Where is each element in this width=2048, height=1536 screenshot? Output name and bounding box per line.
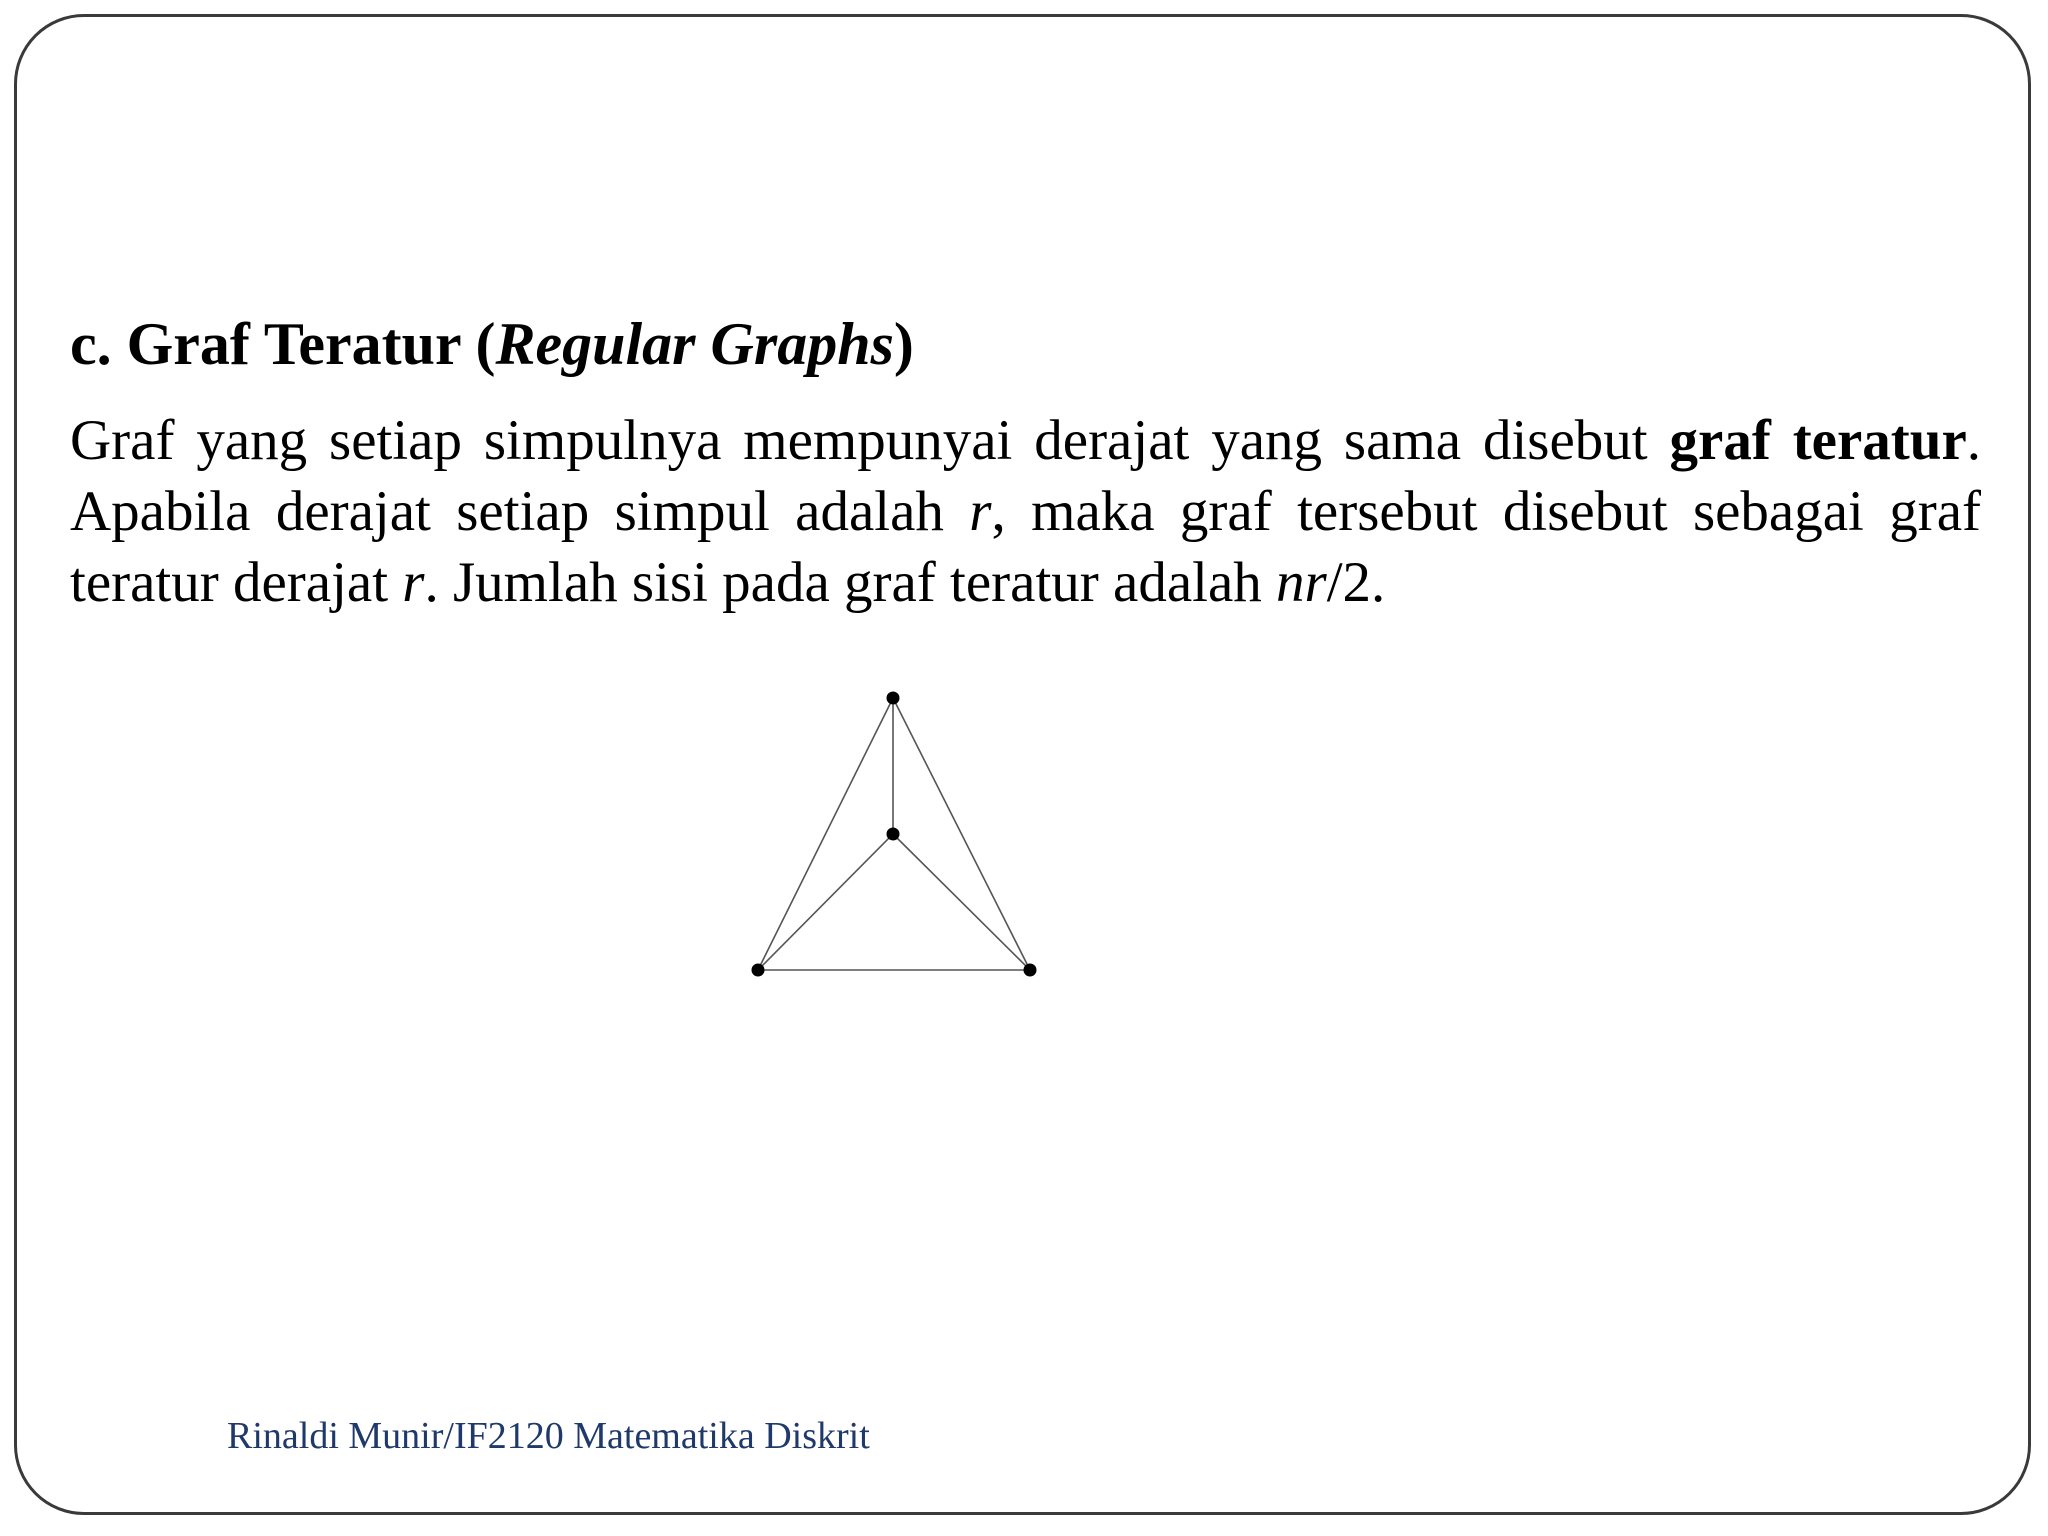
vertex-center [887, 828, 900, 841]
paragraph-var-nr: nr [1276, 551, 1327, 614]
paragraph-text-4: . Jumlah sisi pada graf teratur adalah [424, 551, 1277, 614]
heading-suffix: ) [893, 311, 914, 377]
paragraph-text-3: , maka graf tersebut disebut sebagai graf teratur derajat [70, 480, 1982, 614]
edge-top-bottom-right [893, 698, 1030, 970]
section-heading [70, 308, 914, 380]
paragraph-text-1: Graf yang setiap simpulnya mempunyai derajat yang sama disebut [70, 409, 1670, 472]
heading-prefix: c. Graf Teratur ( [70, 311, 496, 377]
vertex-top [887, 692, 900, 705]
definition-paragraph [70, 405, 1981, 618]
paragraph-var-r-2: r [402, 551, 425, 614]
paragraph-text-5: /2. [1326, 551, 1386, 614]
paragraph-var-r-1: r [969, 480, 992, 543]
heading-italic: Regular Graphs [495, 311, 894, 377]
vertex-bottom-left [752, 964, 765, 977]
footer-credit: Rinaldi Munir/IF2120 Matematika Diskrit [227, 1415, 870, 1457]
edge-center-bottom-right [893, 834, 1030, 970]
edge-top-bottom-left [758, 698, 893, 970]
vertex-bottom-right [1024, 964, 1037, 977]
regular-graph-diagram [740, 680, 1060, 1000]
edge-center-bottom-left [758, 834, 893, 970]
paragraph-bold-term: graf teratur [1669, 409, 1967, 472]
paragraph-text-2: . Apabila derajat setiap simpul adalah [70, 409, 1982, 543]
